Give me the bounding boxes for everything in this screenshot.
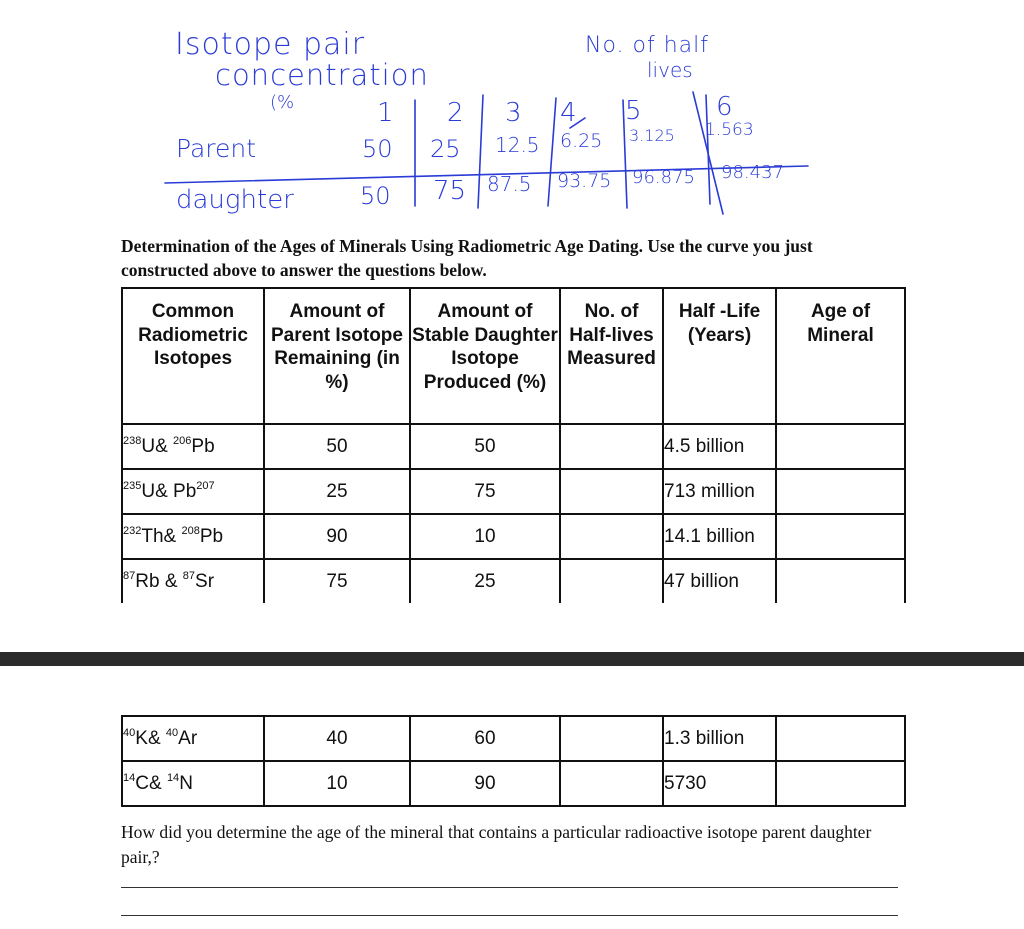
hw-percent-note: (% (270, 92, 295, 113)
hw-half-life-number: 1 (377, 98, 394, 128)
hw-half-life-number: 2 (447, 98, 464, 128)
header-half-life: Half -Life (Years) (663, 288, 776, 424)
parent-percent: 50 (264, 424, 410, 469)
section-heading: Determination of the Ages of Minerals Using Radiometric Age Dating. Use the curve you just constructed above to answer the questions below. (121, 236, 813, 280)
hw-half-life-number: 3 (505, 98, 522, 128)
age-cell[interactable] (776, 424, 905, 469)
hw-daughter-value: 98.437 (721, 162, 784, 183)
hw-parent-value: 6.25 (560, 130, 603, 152)
header-half-lives: No. of Half-lives Measured (560, 288, 663, 424)
daughter-percent: 25 (410, 559, 560, 603)
hw-parent-value: 50 (362, 135, 393, 163)
hw-divider-2 (478, 95, 483, 208)
half-life-years: 5730 (663, 761, 776, 806)
half-life-years: 4.5 billion (663, 424, 776, 469)
daughter-percent: 60 (410, 716, 560, 761)
page-divider (0, 652, 1024, 666)
hw-parent-value: 25 (430, 135, 461, 163)
hw-daughter-value: 96.875 (632, 167, 695, 188)
hw-half-lives-line1: No. of half (585, 33, 709, 58)
half-lives-cell[interactable] (560, 761, 663, 806)
hw-daughter-label: daughter (176, 185, 294, 215)
hw-parent-label: Parent (176, 134, 257, 163)
hw-daughter-value: 93.75 (557, 170, 612, 192)
isotope-pair: $^{235}$U& Pb$^{207}$ (122, 469, 264, 514)
hw-parent-value: 1.563 (705, 120, 754, 140)
half-life-years: 47 billion (663, 559, 776, 603)
half-lives-cell[interactable] (560, 424, 663, 469)
hw-half-lives-line2: lives (647, 58, 693, 82)
table-row (122, 761, 905, 806)
isotope-pair: $^{40}$K& $^{40}$Ar (122, 716, 264, 761)
daughter-percent: 10 (410, 514, 560, 559)
half-life-years: 1.3 billion (663, 716, 776, 761)
header-age: Age of Mineral (776, 288, 905, 424)
hw-daughter-value: 75 (433, 176, 467, 206)
age-cell[interactable] (776, 761, 905, 806)
half-life-years: 713 million (663, 469, 776, 514)
age-cell[interactable] (776, 469, 905, 514)
parent-percent: 10 (264, 761, 410, 806)
half-lives-cell[interactable] (560, 716, 663, 761)
ages-table-top (121, 287, 906, 603)
isotope-pair: $^{238}$U& $^{206}$Pb (122, 424, 264, 469)
hw-daughter-value: 50 (360, 182, 391, 210)
table-row (122, 514, 905, 559)
hw-parent-value: 3.125 (629, 126, 675, 145)
parent-percent: 75 (264, 559, 410, 603)
question-text: How did you determine the age of the mineral that contains a particular radioactive isotope parent daughter pair,? (121, 822, 872, 867)
parent-percent: 90 (264, 514, 410, 559)
parent-percent: 25 (264, 469, 410, 514)
age-cell[interactable] (776, 559, 905, 603)
table-row (122, 424, 905, 469)
hw-title-line2: concentration (215, 58, 429, 92)
answer-line[interactable] (121, 887, 898, 888)
isotope-pair: $^{14}$C& $^{14}$N (122, 761, 264, 806)
hw-parent-value: 12.5 (495, 133, 540, 157)
header-isotopes: Common Radiometric Isotopes (122, 288, 264, 424)
half-lives-cell[interactable] (560, 559, 663, 603)
hw-divider-3 (548, 98, 556, 206)
half-lives-cell[interactable] (560, 469, 663, 514)
header-daughter: Amount of Stable Daughter Isotope Produced (%) (410, 288, 560, 424)
hw-title-line1: Isotope pair (175, 27, 366, 62)
half-lives-cell[interactable] (560, 514, 663, 559)
ages-table-bottom (121, 715, 906, 807)
isotope-pair: $^{232}$Th& $^{208}$Pb (122, 514, 264, 559)
isotope-pair: $^{87}$Rb & $^{87}$Sr (122, 559, 264, 603)
table-row (122, 469, 905, 514)
table-header-row (122, 288, 905, 424)
age-cell[interactable] (776, 716, 905, 761)
daughter-percent: 90 (410, 761, 560, 806)
header-parent: Amount of Parent Isotope Remaining (in %) (264, 288, 410, 424)
half-life-years: 14.1 billion (663, 514, 776, 559)
age-cell[interactable] (776, 514, 905, 559)
parent-percent: 40 (264, 716, 410, 761)
daughter-percent: 75 (410, 469, 560, 514)
hw-daughter-value: 87.5 (487, 172, 532, 196)
hw-half-life-number: 5 (625, 96, 642, 126)
table-row (122, 716, 905, 761)
daughter-percent: 50 (410, 424, 560, 469)
answer-line[interactable] (121, 915, 898, 916)
hw-half-life-number: 4 (560, 98, 577, 128)
hw-half-life-number: 6 (716, 92, 733, 122)
table-row (122, 559, 905, 603)
